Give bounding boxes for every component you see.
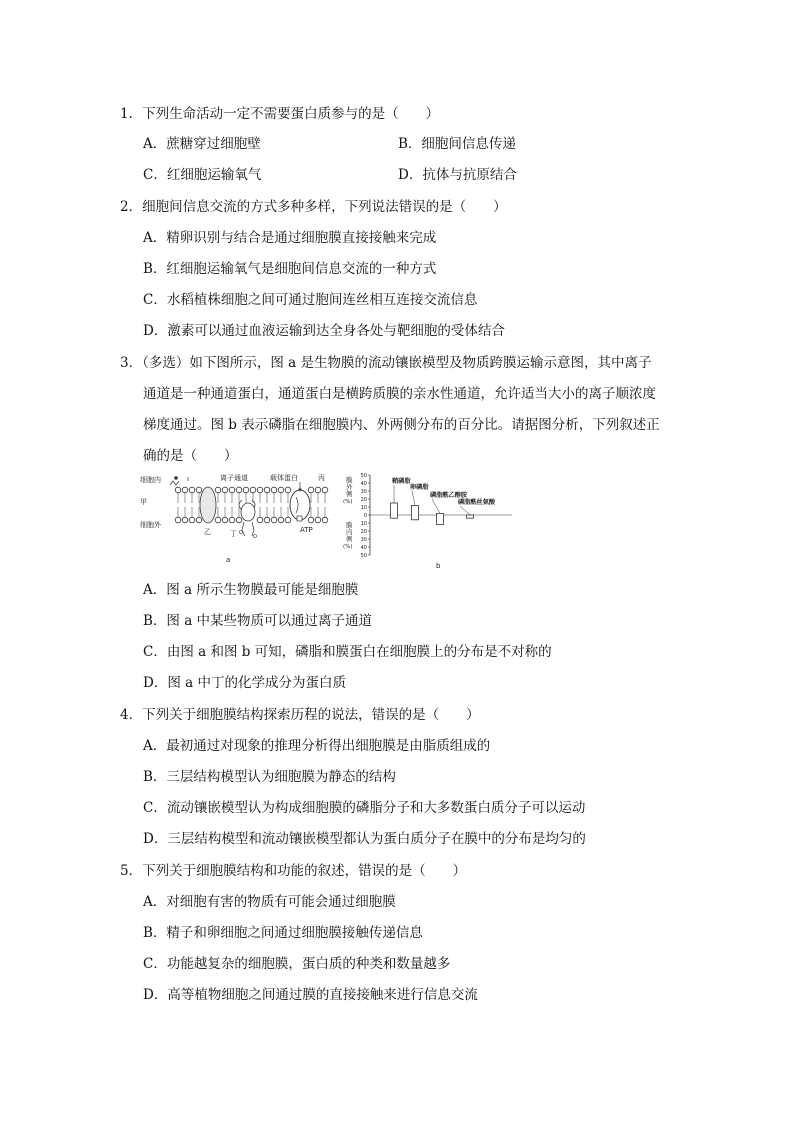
- label-inside: 细胞内: [140, 476, 161, 484]
- axis-top-char-2: 外: [346, 483, 353, 491]
- axis-top-char-3: 侧: [346, 490, 353, 498]
- axis-top-unit: (%): [343, 499, 353, 505]
- question-3-stem-line-1: 3．（多选）如下图所示，图 a 是生物膜的流动镶嵌模型及物质跨膜运输示意图，其中离子: [120, 355, 652, 371]
- y-tick-label: 30: [360, 537, 367, 543]
- question-5-stem: 5．下列关于细胞膜结构和功能的叙述，错误的是（ ）: [120, 863, 467, 879]
- y-tick-label: 40: [360, 545, 367, 551]
- q3-option-d: D．图 a 中丁的化学成分为蛋白质: [143, 675, 346, 691]
- bar-label-3: 磷脂酰乙醇胺: [430, 492, 468, 499]
- y-tick-label: 10: [360, 505, 367, 511]
- axis-bottom-unit: (%): [343, 544, 353, 550]
- q5-option-a: A．对细胞有害的物质有可能会通过细胞膜: [143, 894, 396, 910]
- q1-option-c: C．红细胞运输氧气: [143, 167, 262, 183]
- q5-option-b: B．精子和卵细胞之间通过细胞膜接触传递信息: [143, 925, 423, 941]
- q1-option-b: B．细胞间信息传递: [398, 136, 516, 152]
- label-ding: 丁: [230, 530, 237, 538]
- question-3-stem-line-2: 通道是一种通道蛋白，通道蛋白是横跨质膜的亲水性通道，允许适当大小的离子顺浓度: [143, 386, 656, 402]
- bar-1: [391, 503, 398, 518]
- question-3-figure: [140, 470, 520, 575]
- figure-b-caption: b: [436, 562, 441, 570]
- q2-option-a: A．精卵识别与结合是通过细胞膜直接接触来完成: [143, 230, 437, 246]
- bar-leader-3: [432, 499, 440, 513]
- y-tick-label: 20: [360, 529, 367, 535]
- figure-b-chart: [343, 473, 512, 570]
- label-yi: 乙: [204, 528, 211, 536]
- q2-option-c: C．水稻植株细胞之间可通过胞间连丝相互连接交流信息: [143, 292, 478, 308]
- axis-bottom-char-3: 侧: [346, 535, 353, 543]
- q5-option-c: C．功能越复杂的细胞膜，蛋白质的种类和数量越多: [143, 956, 451, 972]
- label-ion-channel: 离子通道: [220, 474, 248, 482]
- q2-option-b: B．红细胞运输氧气是细胞间信息交流的一种方式: [143, 261, 437, 277]
- y-tick-label: 50: [360, 553, 367, 559]
- q4-option-a: A．最初通过对现象的推理分析得出细胞膜是由脂质组成的: [143, 738, 491, 754]
- q4-option-b: B．三层结构模型认为细胞膜为静态的结构: [143, 769, 396, 785]
- axis-bottom-char-1: 膜: [346, 521, 353, 529]
- bar-leader-2: [412, 491, 415, 505]
- q5-option-d: D．高等植物细胞之间通过膜的直接接触来进行信息交流: [143, 987, 478, 1003]
- q1-option-a: A．蔗糖穿过细胞壁: [143, 136, 261, 152]
- bar-3: [437, 513, 444, 524]
- q4-option-c: C．流动镶嵌模型认为构成细胞膜的磷脂分子和大多数蛋白质分子可以运动: [143, 800, 586, 816]
- q3-option-c: C．由图 a 和图 b 可知，磷脂和膜蛋白在细胞膜上的分布是不对称的: [143, 644, 552, 660]
- y-tick-label: 10: [360, 521, 367, 527]
- y-tick-label: 50: [360, 473, 367, 479]
- bar-label-2: 卵磷脂: [410, 484, 429, 491]
- bar-label-1: 鞘磷脂: [392, 478, 411, 485]
- y-tick-label: 0: [363, 513, 367, 519]
- bar-leader-4: [460, 506, 470, 515]
- q4-option-d: D．三层结构模型和流动镶嵌模型都认为蛋白质分子在膜中的分布是均匀的: [143, 831, 586, 847]
- axis-bottom-char-2: 内: [346, 528, 353, 536]
- label-jia: 甲: [140, 498, 147, 506]
- question-3-stem-line-4: 确的是（ ）: [143, 448, 238, 464]
- bar-label-4: 磷脂酰丝氨酸: [458, 499, 496, 506]
- label-atp: ATP: [300, 526, 313, 534]
- axis-top-char-1: 膜: [346, 476, 353, 484]
- question-3-stem-line-3: 梯度通过。图 b 表示磷脂在细胞膜内、外两侧分布的百分比。请据图分析，下列叙述正: [143, 417, 660, 433]
- label-bing: 丙: [318, 474, 325, 482]
- label-outside: 细胞外: [140, 521, 161, 529]
- bar-2: [412, 505, 419, 519]
- question-4-stem: 4．下列关于细胞膜结构探索历程的说法，错误的是（ ）: [120, 707, 480, 723]
- question-1-stem: 1．下列生命活动一定不需要蛋白质参与的是（ ）: [120, 106, 440, 122]
- q1-option-d: D．抗体与抗原结合: [398, 167, 517, 183]
- y-tick-label: 30: [360, 489, 367, 495]
- axis-top-label: [343, 475, 353, 505]
- q2-option-d: D．激素可以通过血液运输到达全身各处与靶细胞的受体结合: [143, 323, 505, 339]
- figure-a-membrane-diagram: [140, 473, 328, 564]
- axis-bottom-label: [343, 520, 353, 550]
- label-carrier: 载体蛋白: [270, 474, 298, 482]
- q3-option-a: A．图 a 所示生物膜最可能是细胞膜: [143, 582, 359, 598]
- bar-4: [467, 515, 474, 518]
- y-tick-label: 20: [360, 497, 367, 503]
- y-tick-label: 40: [360, 481, 367, 487]
- figure-a-caption: a: [226, 556, 231, 564]
- question-2-stem: 2．细胞间信息交流的方式多种多样，下列说法错误的是（ ）: [120, 199, 507, 215]
- q3-option-b: B．图 a 中某些物质可以通过离子通道: [143, 613, 373, 629]
